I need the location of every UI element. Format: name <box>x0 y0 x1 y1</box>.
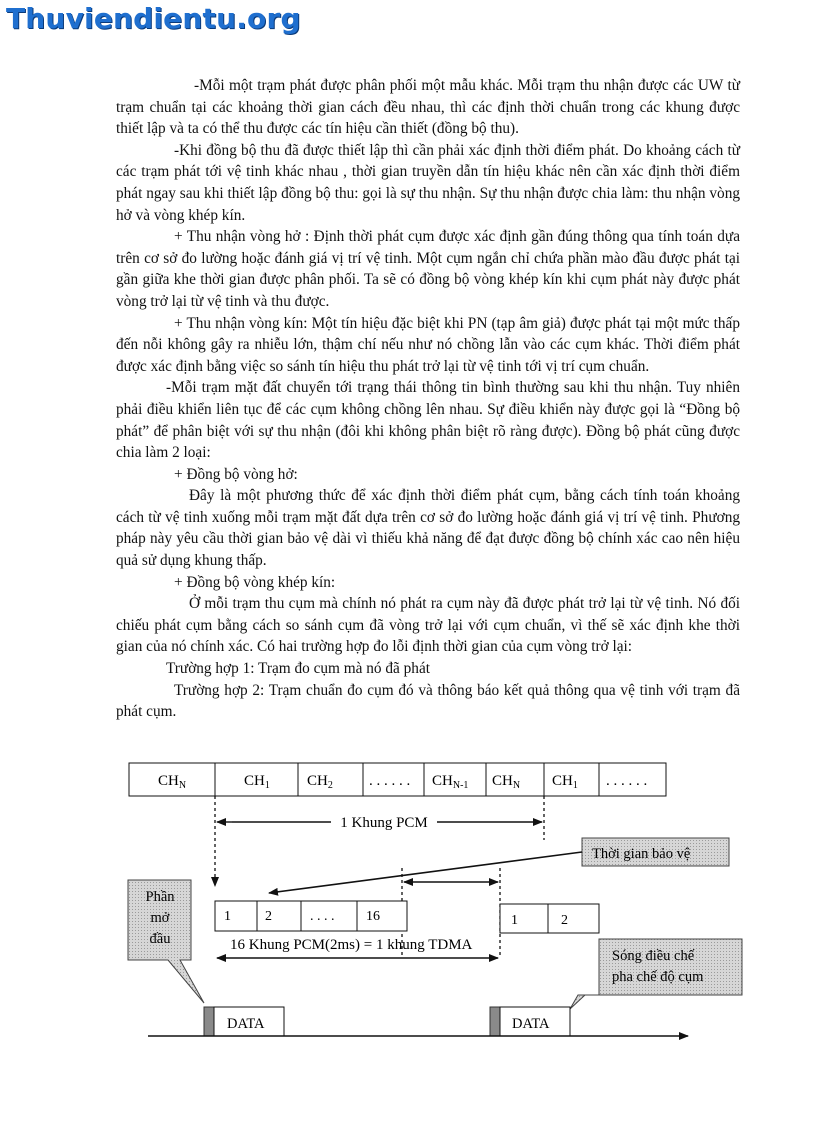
slot-label: 2 <box>265 909 272 924</box>
paragraph: + Thu nhận vòng hở : Định thời phát cụm được xác định gần đúng thông qua tính toán dựa trên cơ sở đo lường hoặc đánh giá vị trí vệ tinh. Một cụm ngắn chỉ chứa phần mào đầu được phát tại gần giữa khe thời gian được phân phối. Ta sẽ có đồng bộ vòng khép kín khi cụm phát này được phát vòng trở lại từ vệ tinh và thu được. <box>116 228 740 310</box>
data-label: DATA <box>227 1016 265 1032</box>
slot-label: 1 <box>224 909 231 924</box>
paragraph: -Khi đồng bộ thu đã được thiết lập thì cần phải xác định thời điểm phát. Do khoảng cách từ các trạm phát tới vệ tinh khác nhau , thời gian truyền dẫn tín hiệu khác nên cần xác định thời điểm phát ngay sau khi thiết lập đồng bộ thu: gọi là sự thu nhận. Sự thu nhận được chia làm: thu nhận vòng hở và vòng khép kín. <box>116 141 740 224</box>
slot-row-second <box>500 904 599 933</box>
guard-time-pointer <box>269 852 582 893</box>
paragraph: + Đồng bộ vòng khép kín: <box>174 573 336 591</box>
channel-label: $CH_N$ <box>158 773 187 791</box>
paragraph: -Mỗi trạm mặt đất chuyển tới trạng thái thông tin bình thường sau khi thu nhận. Tuy nhiên phải điều khiển liên tục để các cụm không chồng lên nhau. Sự điều khiển này được gọi là “Đồng bộ phát” để phân biệt với sự thu nhận (đôi khi không phân biệt rõ ràng được). Đồng bộ phát cũng được chia làm 2 loại: <box>116 379 740 462</box>
paragraph: + Đồng bộ vòng hở: <box>174 465 298 483</box>
paragraph: Đây là một phương thức để xác định thời điểm phát cụm, bằng cách tính toán khoảng cách từ vệ tinh xuống mỗi trạm mặt đất dựa trên cơ sở đo lường hoặc đánh giá vị trí vệ tinh. Phương pháp này yêu cầu thời gian bảo vệ dài vì thiếu khả năng để đạt được đồng bộ chính xác cao nên hiệu quả sử dụng khung thấp. <box>116 487 740 570</box>
channel-label: $CH_1$ <box>244 773 270 791</box>
channel-label: $CH_2$ <box>307 773 333 791</box>
guard-time-label: Thời gian bảo vệ <box>592 846 691 862</box>
modulation-label: Sóng điều chế <box>612 948 695 964</box>
channel-label: $CH_N$ <box>492 773 521 791</box>
channel-label: . . . . . . <box>606 773 648 789</box>
tdma-frame-label: 16 Khung PCM(2ms) = 1 khung TDMA <box>230 937 473 953</box>
channel-row <box>129 763 666 796</box>
channel-label: $CH_{N-1}$ <box>432 773 469 791</box>
preamble-label: đầu <box>149 931 171 947</box>
site-logo[interactable]: Thuviendientu.org <box>6 2 301 35</box>
paragraph: Ở mỗi trạm thu cụm mà chính nó phát ra cụm này đã được phát trở lại từ vệ tinh. Nó đối chiếu phát cụm bằng cách so sánh cụm đã vòng trở lại với cụm chuẩn, vì thế sẽ xác định khe thời gian của nó chính xác. Có hai trường hợp đo lỗi định thời gian của cụm vòng trở lại: <box>116 595 740 656</box>
preamble-label: Phần <box>145 889 175 905</box>
preamble-label: mở <box>150 910 170 926</box>
slot-label: 2 <box>561 913 568 928</box>
pcm-frame-label: 1 Khung PCM <box>340 815 428 831</box>
slot-label: 16 <box>366 909 380 924</box>
slot-row-first <box>215 901 407 931</box>
slot-label: 1 <box>511 913 518 928</box>
preamble-marker <box>490 1007 500 1036</box>
paragraph: + Thu nhận vòng kín: Một tín hiệu đặc biệt khi PN (tạp âm giả) được phát tại một mức thấp đến nỗi không gây ra nhiễu lớn, thậm chí nếu như nó chồng lẫn vào các cụm khác. Thời điểm phát được xác định bằng việc so sánh tín hiệu thu phát trở lại từ vệ tinh tới vị trí cụm chuẩn. <box>116 314 740 375</box>
data-label: DATA <box>512 1016 550 1032</box>
paragraph: Trường hợp 1: Trạm đo cụm mà nó đã phát <box>166 660 430 678</box>
channel-label: $CH_1$ <box>552 773 578 791</box>
paragraph: Trường hợp 2: Trạm chuẩn đo cụm đó và thông báo kết quả thông qua vệ tinh với trạm đã phát cụm. <box>116 681 740 721</box>
paragraph: -Mỗi một trạm phát được phân phối một mẫu khác. Mỗi trạm thu nhận được các UW từ trạm chuẩn tại các khoảng thời gian cách đều nhau, thì các định thời chuẩn trong các khung được thiết lập và ta có thể thu được các tín hiệu cần thiết (đồng bộ thu). <box>116 77 740 138</box>
channel-label: . . . . . . <box>369 773 411 789</box>
slot-label: . . . . <box>310 909 335 924</box>
preamble-marker <box>204 1007 214 1036</box>
modulation-label: pha chế độ cụm <box>612 969 704 985</box>
